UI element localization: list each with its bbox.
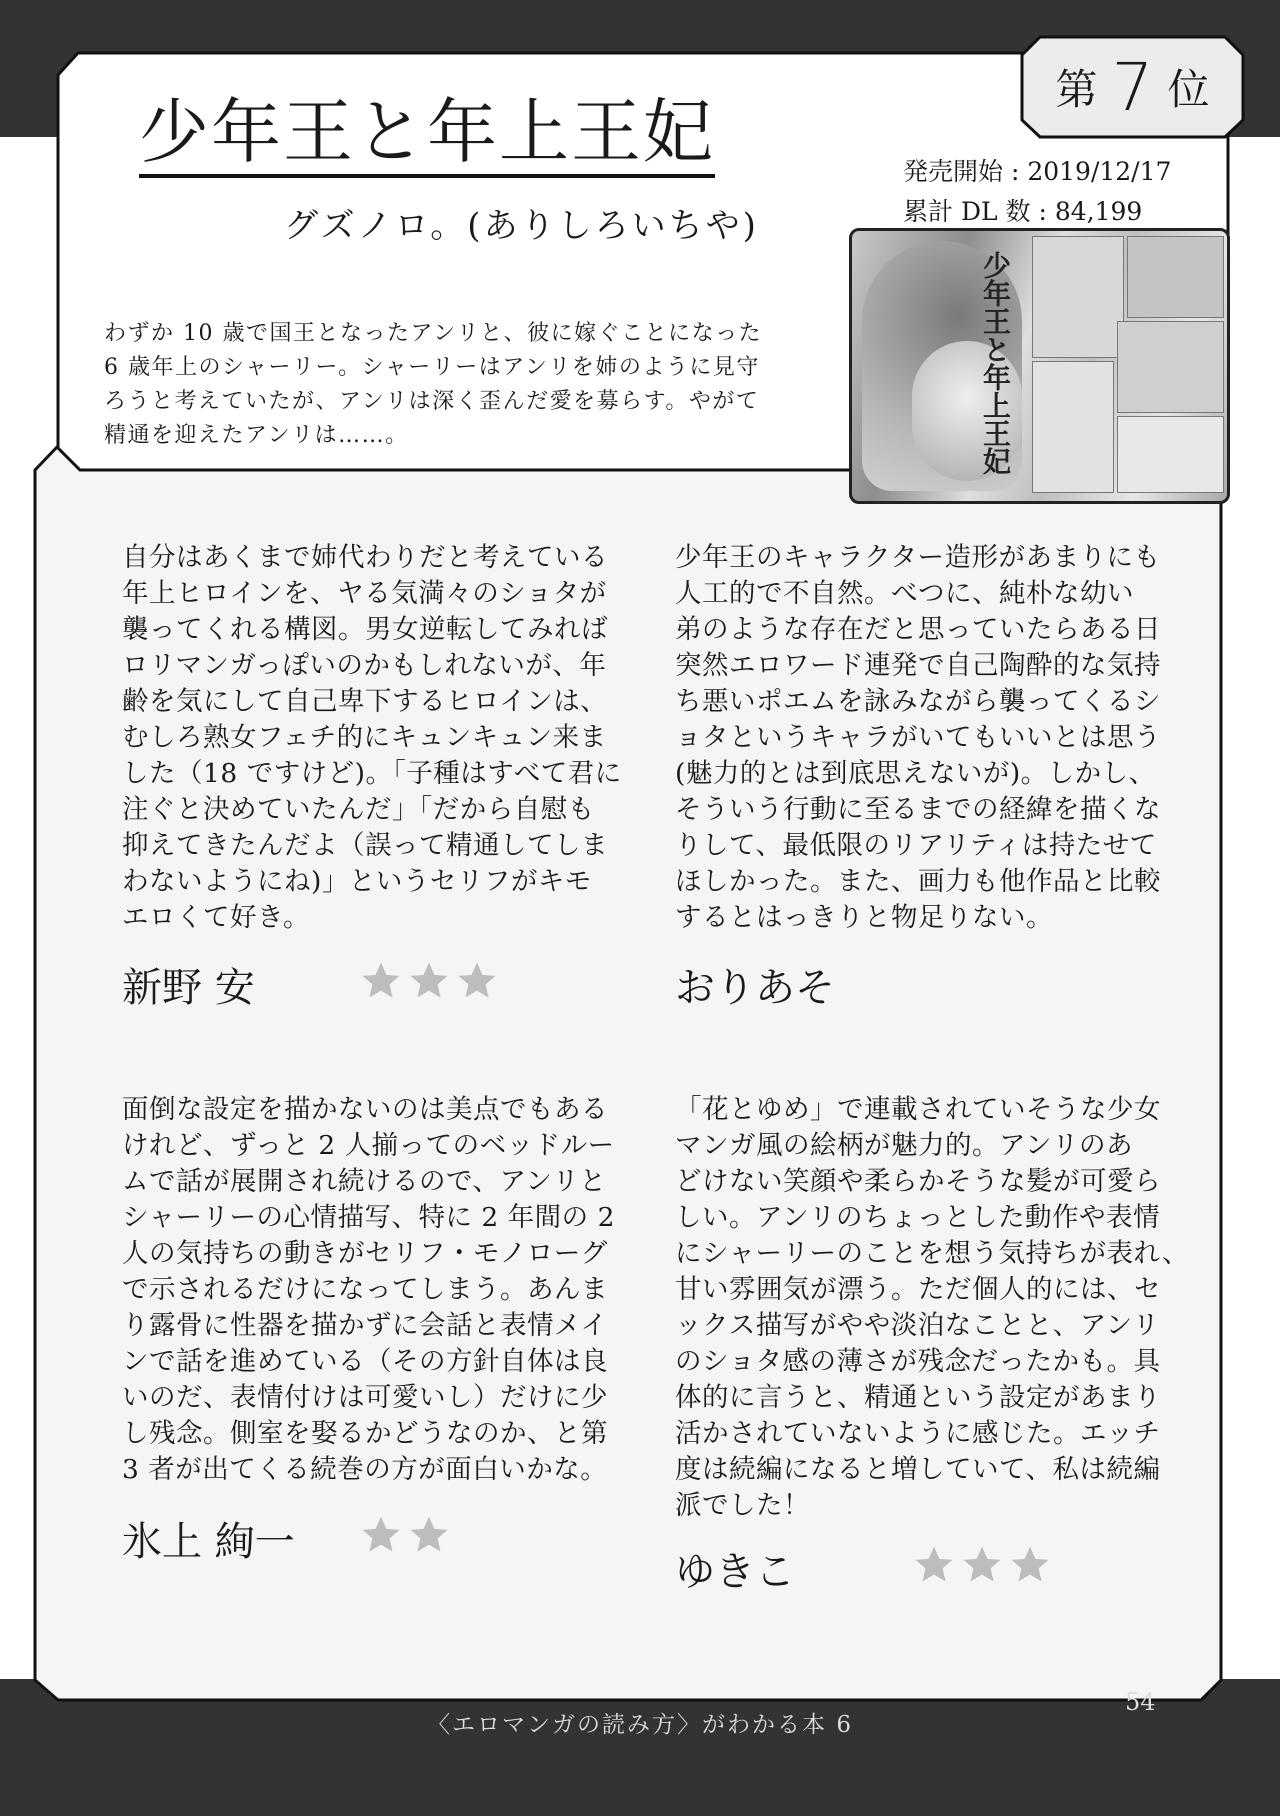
cover-image [849, 228, 1230, 504]
page-number: 54 [1125, 1688, 1156, 1716]
review-line: 人の気持ちの動きがセリフ・モノローグ [122, 1238, 608, 1269]
review-line: 自分はあくまで姉代わりだと考えている [122, 542, 608, 573]
review-line: 甘い雰囲気が漂う。ただ個人的には、セ [675, 1274, 1161, 1305]
review-line: ックス描写がやや淡泊なことと、アンリ [675, 1310, 1160, 1341]
review-line: けれど、ずっと 2 人揃ってのベッドルー [122, 1130, 615, 1161]
review-line: シャーリーの心情描写、特に 2 年間の 2 [122, 1202, 615, 1233]
review-line: 年上ヒロインを、ヤる気満々のショタが [122, 578, 607, 609]
star-icon [913, 1544, 955, 1586]
review-line: 活かされていないように感じた。エッチ [675, 1418, 1161, 1449]
summary-line: わずか 10 歳で国王となったアンリと、彼に嫁ぐことになった [104, 321, 763, 346]
release-date: 発売開始 : 2019/12/17 [903, 157, 1172, 186]
star-icon [961, 1544, 1003, 1586]
review-line: ち悪いポエムを詠みながら襲ってくるシ [675, 686, 1161, 717]
summary-line: 精通を迎えたアンリは……。 [104, 423, 409, 448]
review-line: にシャーリーのことを想う気持ちが表れ、 [675, 1238, 1190, 1269]
star-icon [408, 960, 450, 1002]
review-line: 齢を気にして自己卑下するヒロインは、 [122, 686, 608, 717]
review-line: どけない笑顔や柔らかそうな髪が可愛ら [675, 1166, 1161, 1197]
rank-number: 7 [1111, 48, 1154, 126]
star-icon [360, 1514, 402, 1556]
review-line: り露骨に性器を描かずに会話と表情メイ [122, 1310, 608, 1341]
review-line: 体的に言うと、精通という設定があまり [675, 1382, 1161, 1413]
review-line: ョタというキャラがいてもいいとは思う [675, 722, 1161, 753]
star-icon [1009, 1544, 1051, 1586]
review-line: 3 者が出てくる続巻の方が面白いかな。 [122, 1454, 608, 1485]
rating-stars [913, 1544, 1051, 1586]
review-line: 人工的で不自然。べつに、純朴な幼い [675, 578, 1134, 609]
rating-stars [360, 960, 498, 1002]
star-icon [456, 960, 498, 1002]
work-title: 少年王と年上王妃 [139, 92, 715, 178]
summary [104, 317, 762, 453]
review-line: 注ぐと決めていたんだ」「だから自慰も [122, 794, 595, 825]
review-line: しい。アンリのちょっとした動作や表情 [675, 1202, 1160, 1233]
rank-badge [1022, 37, 1243, 137]
review-line: 抑えてきたんだよ（誤って精通してしま [122, 830, 608, 861]
review-line: むしろ熟女フェチ的にキュンキュン来ま [122, 722, 607, 753]
rating-stars [360, 1514, 450, 1556]
summary-line: 6 歳年上のシャーリー。シャーリーはアンリを姉のように見守 [104, 355, 760, 380]
review-3 [122, 1092, 622, 1488]
review-2 [675, 540, 1175, 936]
star-icon [360, 960, 402, 1002]
cover-title-lettering: 少年王と年上王妃 [979, 251, 1012, 475]
review-line: いのだ、表情付けは可愛いし）だけに少 [122, 1382, 608, 1413]
review-line: 突然エロワード連発で自己陶酔的な気持 [675, 650, 1161, 681]
reviewer-name: 新野 安 [122, 965, 255, 1011]
review-line: ムで話が展開され続けるので、アンリと [122, 1166, 607, 1197]
rank-suffix: 位 [1167, 65, 1210, 114]
review-line: ンで話を進めている（その方針自体は良 [122, 1346, 608, 1377]
footer-book-title: 〈エロマンガの読み方〉がわかる本 6 [427, 1712, 853, 1738]
review-line: した（18 ですけど)。「子種はすべて君に [122, 758, 622, 789]
review-line: で示されるだけになってしまう。あんま [122, 1274, 608, 1305]
review-line: のショタ感の薄さが残念だったかも。具 [675, 1346, 1161, 1377]
review-line: 弟のような存在だと思っていたらある日 [675, 614, 1161, 645]
summary-line: ろうと考えていたが、アンリは深く歪んだ愛を募らす。やがて [104, 389, 760, 414]
review-line: 派でした！ [675, 1490, 810, 1521]
review-line: し残念。側室を娶るかどうなのか、と第 [122, 1418, 608, 1449]
review-4 [675, 1092, 1190, 1524]
work-author: グズノロ。(ありしろいちや) [284, 206, 759, 246]
review-line: 度は続編になると増していて、私は続編 [675, 1454, 1161, 1485]
review-line: りして、最低限のリアリティは持たせて [675, 830, 1157, 861]
review-line: エロくて好き。 [122, 902, 310, 933]
review-line: そういう行動に至るまでの経緯を描くな [675, 794, 1161, 825]
review-line: 少年王のキャラクター造形があまりにも [675, 542, 1161, 573]
review-line: ほしかった。また、画力も他作品と比較 [675, 866, 1161, 897]
review-1 [122, 540, 622, 936]
review-line: するとはっきりと物足りない。 [675, 902, 1053, 933]
review-line: 「花とゆめ」で連載されていそうな少女 [675, 1094, 1161, 1125]
reviewer-name: ゆきこ [675, 1549, 795, 1595]
review-line: ロリマンガっぽいのかもしれないが、年 [122, 650, 607, 681]
download-count: 累計 DL 数 : 84,199 [903, 197, 1143, 226]
rank-prefix: 第 [1055, 65, 1098, 114]
reviewer-name: おりあそ [675, 965, 835, 1011]
review-line: (魅力的とは到底思えないが)。しかし、 [675, 758, 1156, 789]
review-line: 面倒な設定を描かないのは美点でもある [122, 1094, 608, 1125]
reviewer-name: 氷上 絢一 [122, 1519, 295, 1565]
review-line: マンガ風の絵柄が魅力的。アンリのあ [675, 1130, 1133, 1161]
star-icon [408, 1514, 450, 1556]
review-line: わないようにね)」というセリフがキモ [122, 866, 592, 897]
review-line: 襲ってくれる構図。男女逆転してみれば [122, 614, 608, 645]
